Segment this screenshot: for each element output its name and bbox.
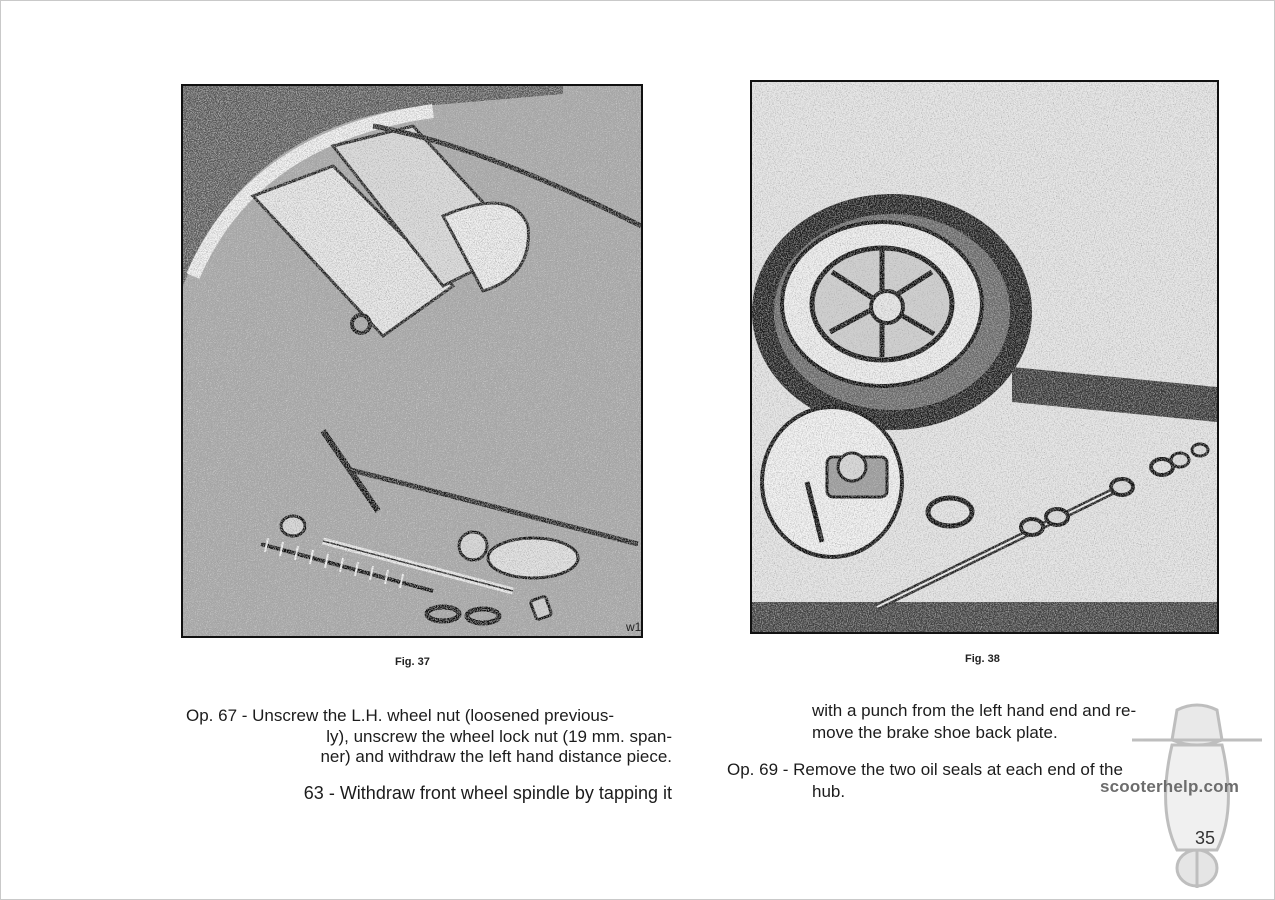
op67-line-3: ner) and withdraw the left hand distance piece. <box>320 747 672 766</box>
op67-line-1: Op. 67 - Unscrew the L.H. wheel nut (loosened previous- <box>186 706 615 725</box>
op68-line-1: 63 - Withdraw front wheel spindle by tapping it <box>303 783 672 803</box>
figure-37-caption: Fig. 37 <box>395 656 430 668</box>
watermark-text: scooterhelp.com <box>1100 777 1240 796</box>
op68-continuation-line-1: with a punch from the left hand end and re- <box>812 701 1137 720</box>
figure-38-photo <box>750 80 1219 634</box>
page-number: 35 <box>1195 828 1216 848</box>
op68-continuation-line-2: move the brake shoe back plate. <box>812 723 1058 742</box>
figure-38-caption: Fig. 38 <box>965 653 1000 665</box>
op67-line-2: ly), unscrew the wheel lock nut (19 mm. span- <box>326 727 672 746</box>
figure-37-mark: w1 <box>626 620 642 634</box>
figure-37-photo <box>181 84 643 638</box>
op69-line-2: hub. <box>812 782 846 801</box>
op69-line-1: Op. 69 - Remove the two oil seals at each end of the <box>727 760 1123 779</box>
